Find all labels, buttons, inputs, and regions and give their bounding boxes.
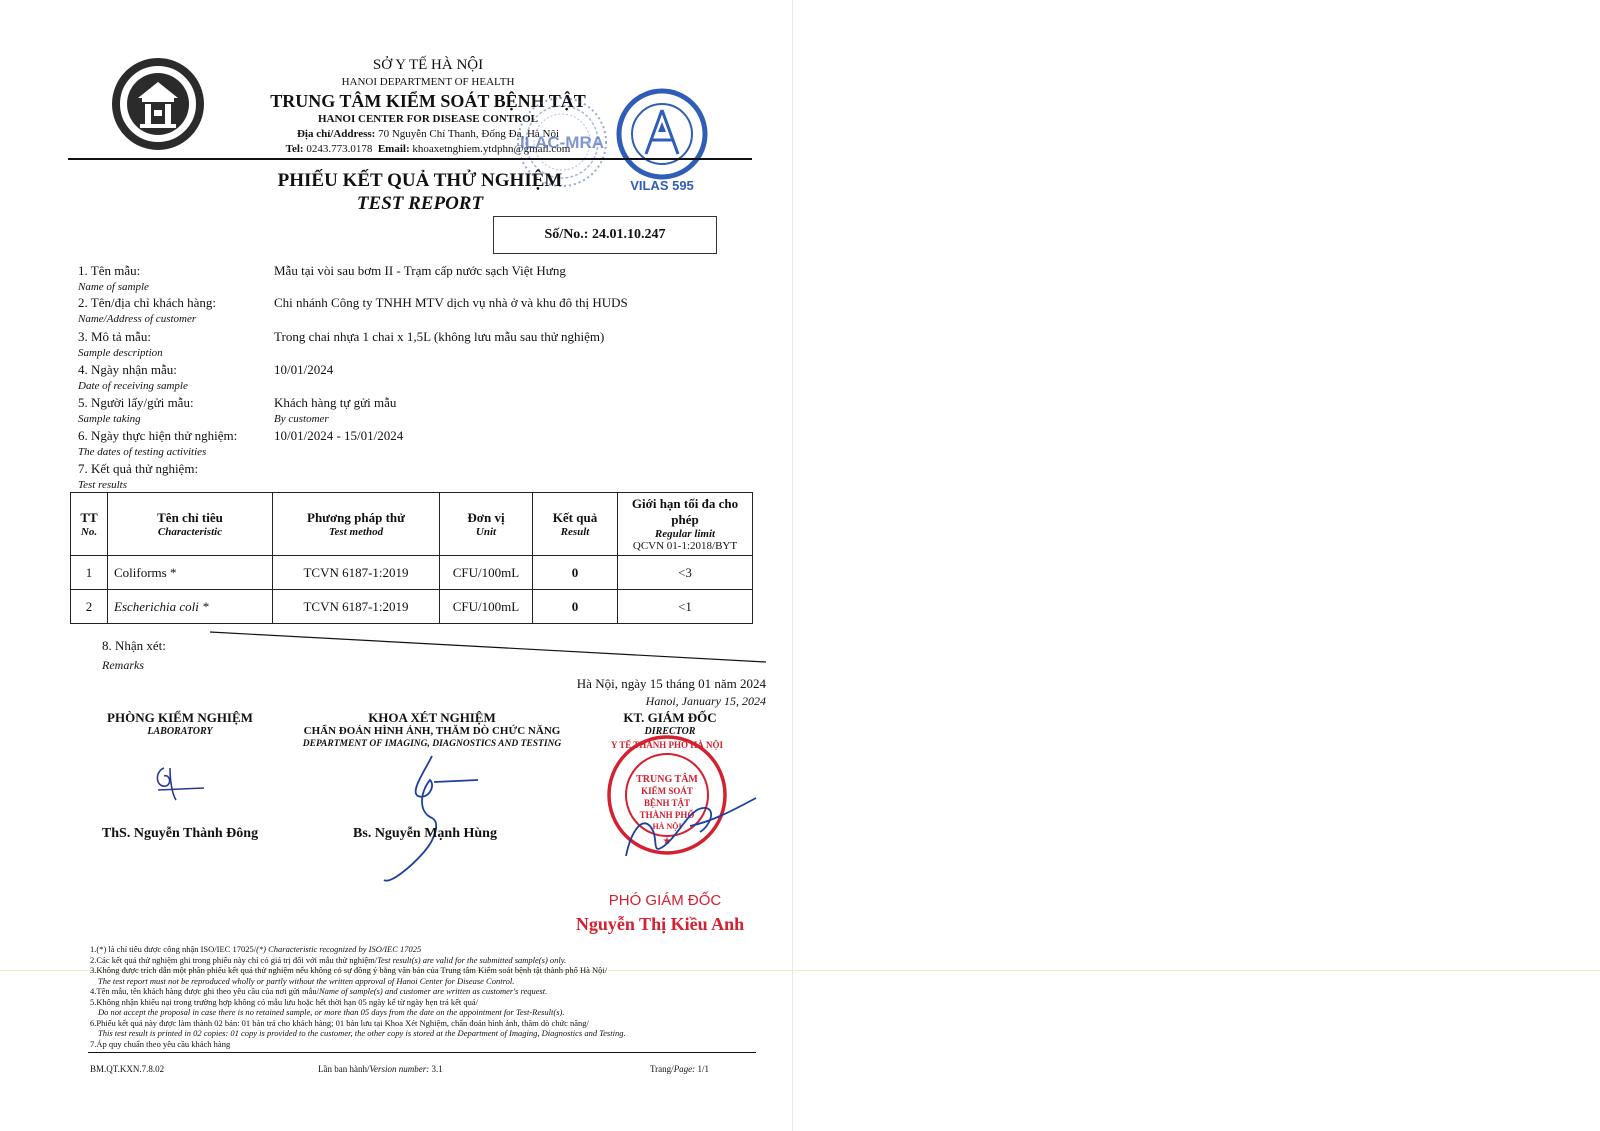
table-row xyxy=(71,590,753,624)
deputy-director-title: PHÓ GIÁM ĐỐC xyxy=(608,892,722,909)
footnote: 7.Áp quy chuẩn theo yêu cầu khách hàng xyxy=(90,1038,231,1049)
field-value-receive-date: 10/01/2024 xyxy=(274,362,334,377)
field-value-test-dates: 10/01/2024 - 15/01/2024 xyxy=(274,428,404,443)
vilas-accreditation-badge xyxy=(612,88,712,192)
field-label-6: 6. Ngày thực hiện thử nghiệm: The dates of testing activities xyxy=(78,428,238,458)
center-name-en: HANOI CENTER FOR DISEASE CONTROL xyxy=(317,113,539,125)
col-limit: Giới hạn tối đa cho phép Regular limit QCVN 01-1:2018/BYT xyxy=(618,493,753,556)
table-header-row xyxy=(71,493,753,556)
remarks-strike-line xyxy=(200,628,770,668)
col-method: Phương pháp thử Test method xyxy=(273,493,440,556)
col-unit: Đơn vị Unit xyxy=(440,493,533,556)
page-divider xyxy=(792,0,793,1131)
svg-text:THÀNH PHỐ: THÀNH PHỐ xyxy=(639,810,695,820)
field-label-1: 1. Tên mẫu: Name of sample xyxy=(78,263,149,293)
report-number-label: Số/No.: xyxy=(544,227,589,242)
row-unit: CFU/100mL xyxy=(440,590,533,624)
signature-dong xyxy=(150,760,210,804)
vilas-number: VILAS 595 xyxy=(630,178,694,192)
remarks-label-en: Remarks xyxy=(102,658,144,672)
footnote: 5.Không nhận khiếu nại trong trường hợp không có mẫu lưu hoặc hết thời hạn 05 ngày kể từ ngày hẹn trả kết quả/ xyxy=(90,996,478,1007)
address-label: Địa chỉ/Address: xyxy=(296,128,376,140)
report-number-value: 24.01.10.247 xyxy=(591,227,666,242)
row-unit: CFU/100mL xyxy=(440,556,533,590)
footnote: The test report must not be reproduced wholly or partly without the written approval of Hanoi Center for Disease Control. xyxy=(98,975,515,986)
row-limit: <1 xyxy=(618,590,753,624)
version-info: Lần ban hành/Version number: 3.1 xyxy=(318,1064,443,1074)
row-result: 0 xyxy=(533,590,618,624)
row-no: 2 xyxy=(71,590,108,624)
row-result: 0 xyxy=(533,556,618,590)
remarks-label-vi: 8. Nhận xét: xyxy=(102,638,166,653)
row-characteristic: Coliforms * xyxy=(108,556,273,590)
field-label-4: 4. Ngày nhận mẫu: Date of receiving sample xyxy=(78,362,188,392)
director-title-en: DIRECTOR xyxy=(644,726,696,737)
dept-title-vi: KHOA XÉT NGHIỆM xyxy=(368,710,496,725)
field-label-3: 3. Mô tả mẫu: Sample description xyxy=(78,329,163,359)
center-name-vi: TRUNG TÂM KIỂM SOÁT BỆNH TẬT xyxy=(270,91,586,111)
issue-date-en: Hanoi, January 15, 2024 xyxy=(645,694,766,708)
signature-hung xyxy=(380,752,490,886)
field-value-sample-name: Mẫu tại vòi sau bơm II - Trạm cấp nước sạch Việt Hưng xyxy=(274,263,566,278)
footnote: Do not accept the proposal in case there is no retained sample, or more than 05 days from the date on the appointment for Test-Result(s). xyxy=(98,1007,565,1017)
header-rule xyxy=(68,158,752,160)
stamp-ring-text: Y TẾ THÀNH PHỐ HÀ NỘI xyxy=(610,740,724,750)
footnote: This test result is printed in 02 copies: 01 copy is provided to the customer, the other copy is stored at the Department of Imaging, Diagnostics and Testing. xyxy=(98,1028,626,1038)
report-number-box xyxy=(493,216,717,254)
svg-text:★: ★ xyxy=(662,836,672,847)
footer-rule xyxy=(88,1052,756,1053)
form-code: BM.QT.KXN.7.8.02 xyxy=(90,1064,165,1074)
lab-title-vi: PHÒNG KIỂM NGHIỆM xyxy=(107,710,253,725)
tel-label: Tel: xyxy=(285,143,304,155)
department-en: HANOI DEPARTMENT OF HEALTH xyxy=(341,76,515,88)
issue-date-vi: Hà Nội, ngày 15 tháng 01 năm 2024 xyxy=(576,676,766,691)
row-limit: <3 xyxy=(618,556,753,590)
field-value-sample-taking: Khách hàng tự gửi mẫu By customer xyxy=(274,395,397,425)
row-no: 1 xyxy=(71,556,108,590)
svg-text:BỆNH TẬT: BỆNH TẬT xyxy=(643,798,691,808)
lab-signer-name: ThS. Nguyễn Thành Đông xyxy=(101,826,259,841)
svg-text:TRUNG TÂM: TRUNG TÂM xyxy=(636,774,698,785)
signature-director xyxy=(620,786,760,862)
col-result: Kết quả Result xyxy=(533,493,618,556)
hanoi-cdc-logo xyxy=(112,58,204,150)
row-characteristic: Escherichia coli * xyxy=(108,590,273,624)
report-title-en: TEST REPORT xyxy=(356,193,484,214)
lab-title-en: LABORATORY xyxy=(147,726,213,737)
email-label: Email: xyxy=(377,143,410,155)
report-title-vi: PHIẾU KẾT QUẢ THỬ NGHIỆM xyxy=(277,170,563,191)
field-value-description: Trong chai nhựa 1 chai x 1,5L (không lưu mẫu sau thử nghiệm) xyxy=(274,329,605,344)
page-info: Trang/Page: 1/1 xyxy=(650,1064,709,1074)
address-value: 70 Nguyễn Chí Thanh, Đống Đa, Hà Nội xyxy=(378,128,560,140)
field-label-2: 2. Tên/địa chỉ khách hàng: Name/Address of customer xyxy=(78,295,217,325)
field-label-5: 5. Người lấy/gửi mẫu: Sample taking xyxy=(78,395,194,425)
col-no: TT No. xyxy=(71,493,108,556)
col-characteristic: Tên chỉ tiêu Characteristic xyxy=(108,493,273,556)
dept-title-vi-2: CHẨN ĐOÁN HÌNH ẢNH, THĂM DÒ CHỨC NĂNG xyxy=(303,725,561,737)
table-row xyxy=(71,556,753,590)
footnote: 3.Không được trích dẫn một phần phiếu kết quả thử nghiệm nếu không có sự đồng ý bằng văn bản của Trung tâm Kiểm soát bệnh tật thành phố Hà Nội/ xyxy=(90,965,608,975)
field-value-customer: Chi nhánh Công ty TNHH MTV dịch vụ nhà ở và khu đô thị HUDS xyxy=(274,295,628,310)
row-method: TCVN 6187-1:2019 xyxy=(273,556,440,590)
dept-title-en: DEPARTMENT OF IMAGING, DIAGNOSTICS AND TESTING xyxy=(302,739,562,749)
svg-text:HÀ NỘI: HÀ NỘI xyxy=(652,822,682,831)
footnote: 1.(*) là chỉ tiêu được công nhận ISO/IEC 17025/(*) Characteristic recognized by ISO/IEC 17025 xyxy=(90,944,422,954)
director-title-vi: KT. GIÁM ĐỐC xyxy=(623,710,717,725)
row-method: TCVN 6187-1:2019 xyxy=(273,590,440,624)
dept-signer-name: Bs. Nguyễn Mạnh Hùng xyxy=(353,826,497,841)
footnote: 4.Tên mẫu, tên khách hàng được ghi theo yêu cầu của nơi gửi mẫu/Name of sample(s) and customer are written as customer's request. xyxy=(90,986,548,996)
ilac-text: ILAC-MRA xyxy=(519,133,605,152)
svg-text:KIỂM SOÁT: KIỂM SOÁT xyxy=(641,786,693,796)
deputy-director-name: Nguyễn Thị Kiều Anh xyxy=(575,914,745,934)
department-vi: SỞ Y TẾ HÀ NỘI xyxy=(372,57,484,73)
footnote: 6.Phiếu kết quả này được làm thành 02 bản: 01 bản trả cho khách hàng; 01 bản lưu tại Khoa Xét Nghiệm, chẩn đoán hình ảnh, thăm dò chức năng/ xyxy=(90,1017,589,1028)
tel-value: 0243.773.0178 xyxy=(306,143,373,155)
results-table xyxy=(70,492,753,624)
footnote: 2.Các kết quả thử nghiệm ghi trong phiếu này chỉ có giá trị đối với mẫu thử nghiệm/Test result(s) are valid for the submitted sample(s) only. xyxy=(90,954,567,965)
footnotes xyxy=(90,944,760,1049)
field-label-7: 7. Kết quả thử nghiệm: Test results xyxy=(78,461,199,491)
email-value: khoaxetnghiem.ytdphn@gmail.com xyxy=(412,143,571,155)
